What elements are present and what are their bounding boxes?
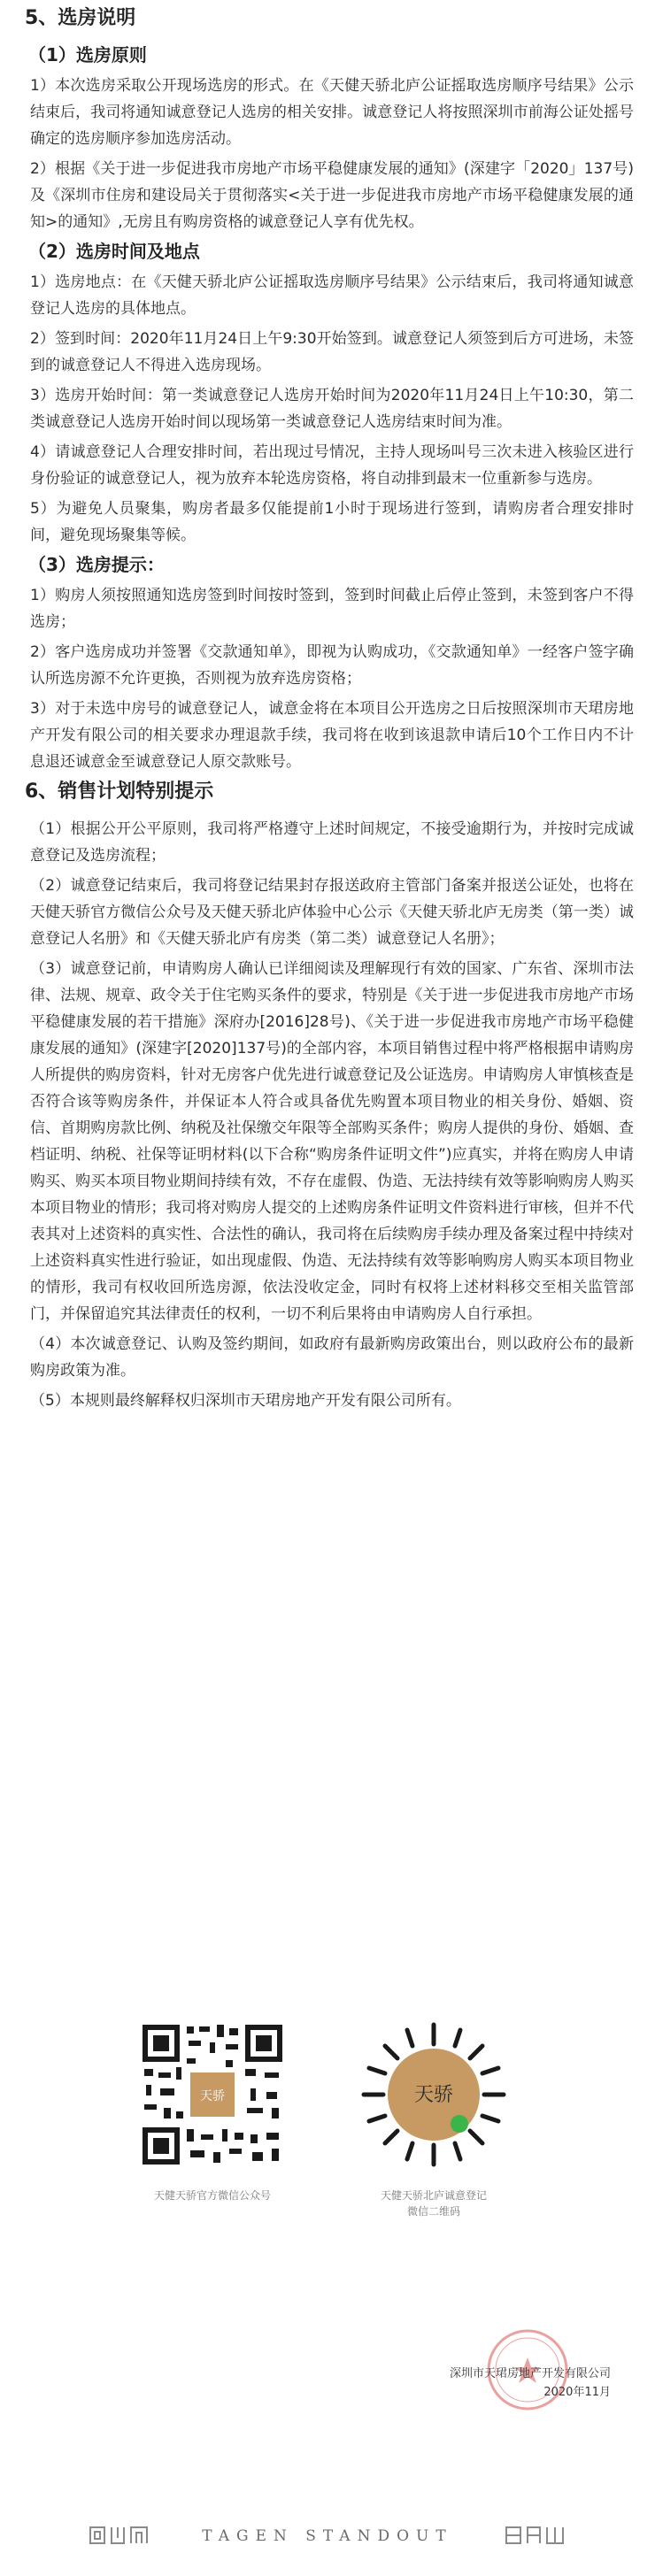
paragraph: 1）选房地点：在《天健天骄北庐公证摇取选房顺序号结果》公示结束后，我司将通知诚意登记人选房的具体地点。 [30,273,634,318]
paragraph: 3）选房开始时间：第一类诚意登记人选房开始时间为2020年11月24日上午10:30，第二类诚意登记人选房开始时间以现场第一类诚意登记人选房结束时间为准。 [30,387,634,431]
paragraph: 5）为避免人员聚集，购房者最多仅能提前1小时于现场进行签到，请购房者合理安排时间，避免现场聚集等候。 [30,500,634,544]
brand-logo-right-icon [505,2524,566,2547]
footer [0,2518,655,2554]
mini-logo-text: 天骄 [413,2084,454,2106]
section-5-title: 5、选房说明 [25,7,136,29]
sub-1-title: （1）选房原则 [28,44,147,65]
registration-qr-block [350,2019,518,2219]
paragraph: （5）本规则最终解释权归深圳市天珺房地产开发有限公司所有。 [30,1392,461,1410]
qr-caption [350,2188,518,2219]
signature-date: 2020年11月 [543,2386,611,2399]
sub-3-title: （3）选房提示： [28,554,165,575]
company-name: 深圳市天珺房地产开发有限公司 [449,2367,611,2380]
paragraph: （1）根据公开公平原则，我司将严格遵守上述时间规定，不接受逾期行为，并按时完成诚意登记及选房流程； [30,820,634,865]
brand-wordmark: TAGEN STANDOUT [202,2527,453,2545]
sub-2-title: （2）选房时间及地点 [28,241,200,262]
paragraph: （4）本次诚意登记、认购及签约期间，如政府有最新购房政策出台，则以政府公布的最新购房政策为准。 [30,1335,634,1380]
official-account-qr-block [128,2019,297,2203]
qr-code-icon[interactable] [137,2019,288,2170]
mini-program-code-icon[interactable] [358,2019,509,2170]
qr-caption: 天健天骄官方微信公众号 [153,2189,271,2202]
paragraph: 2）根据《关于进一步促进我市房地产市场平稳健康发展的通知》(深建字「2020」137号)及《深圳市住房和建设局关于贯彻落实<关于进一步促进我市房地产市场平稳健康发展的通知>的通知》,无房且有购房资格的诚意登记人享有优先权。 [30,160,634,231]
qr-caption-line1: 天健天骄北庐诚意登记 [380,2189,487,2202]
section-6-title: 6、销售计划特别提示 [25,780,214,803]
paragraph: （3）诚意登记前，申请购房人确认已详细阅读及理解现行有效的国家、广东省、深圳市法律、法规、规章、政令关于住宅购买条件的要求，特别是《关于进一步促进我市房地产市场平稳健康发展的若干措施》深府办[2016]28号)、《关于进一步促进我市房地产市场平稳健康发展的通知》(深建字[2020]137号)的全部内容，本项目销售过程中将严格根据申请购房人所提供的购房资料，针对无房客户优先进行诚意登记及公证选房。申请购房人审慎核查是否符合该等购房条件，并保证本人符合或具备优先购置本项目物业的相关身份、婚姻、资信、首期购房款比例、纳税及社保缴交年限等全部购买条件；购房人提供的身份、婚姻、查档证明、纳税、社保等证明材料(以下合称“购房条件证明文件”)应真实，并将在购房人申请购买、购买本项目物业期间持续有效，不存在虚假、伪造、无法持续有效等影响购房人购买本项目物业的情形；我司将对购房人提交的上述购房条件证明文件资料进行审核，但并不代表其对上述资料的真实性、合法性的确认，我司将在后续购房手续办理及备案过程中持续对上述资料真实性进行验证，如出现虚假、伪造、无法持续有效等影响购房人购买本项目物业的情形，我司有权收回所选房源，依法没收定金，同时有权将上述材料移交至相关监管部门，并保留追究其法律责任的权利，一切不利后果将由申请购房人自行承担。 [30,960,634,1323]
signature-block [416,2365,611,2402]
paragraph: 2）签到时间：2020年11月24日上午9:30开始签到。诚意登记人须签到后方可进场，未签到的诚意登记人不得进入选房现场。 [30,330,634,374]
qr-logo-text: 天骄 [200,2089,225,2103]
document-body [25,5,634,1418]
paragraph: 3）对于未选中房号的诚意登记人，诚意金将在本项目公开选房之日后按照深圳市天珺房地产开发有限公司的相关要求办理退款手续，我司将在收到该退款申请后10个工作日内不计息退还诚意金至诚意登记人原交款账号。 [30,700,634,771]
qr-caption-line2: 微信二维码 [406,2205,460,2218]
paragraph: 4）请诚意登记人合理安排时间，若出现过号情况，主持人现场叫号三次未进入核验区进行身份验证的诚意登记人，视为放弃本轮选房资格，将自动排到最末一位重新参与选房。 [30,443,634,488]
paragraph: 1）购房人须按照通知选房签到时间按时签到，签到时间截止后停止签到，未签到客户不得选房； [30,587,634,631]
paragraph: 2）客户选房成功并签署《交款通知单》，即视为认购成功，《交款通知单》一经客户签字确认所选房源不允许更换，否则视为放弃选房资格； [30,643,634,688]
paragraph: 1）本次选房采取公开现场选房的形式。在《天健天骄北庐公证摇取选房顺序号结果》公示结束后，我司将通知诚意登记人选房的相关安排。诚意登记人将按照深圳市前海公证处摇号确定的选房顺序参加选房活动。 [30,77,634,148]
paragraph: （2）诚意登记结束后，我司将登记结果封存报送政府主管部门备案并报送公证处，也将在天健天骄官方微信公众号及天健天骄北庐体验中心公示《天健天骄北庐无房类（第一类）诚意登记人名册》和《天健天骄北庐有房类（第二类）诚意登记人名册》； [30,877,634,948]
